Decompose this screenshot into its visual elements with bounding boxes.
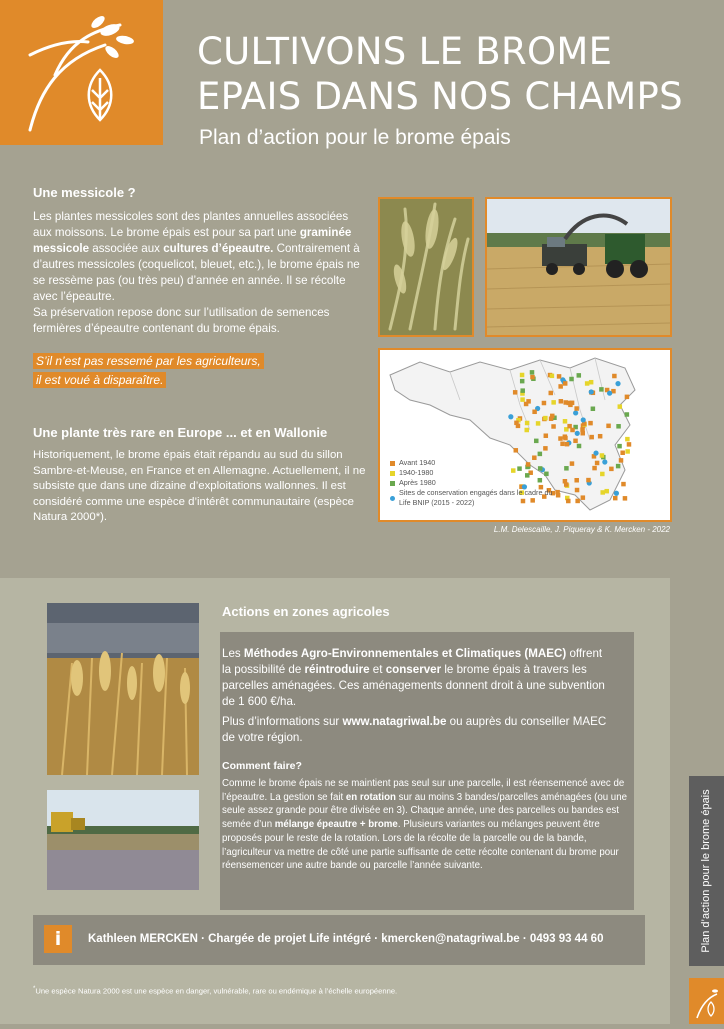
map-marker <box>609 467 614 472</box>
map-marker <box>532 410 537 415</box>
map-marker <box>589 389 594 394</box>
actions-text-bold: réintroduire <box>304 663 370 676</box>
legend-swatch <box>390 461 395 466</box>
how-text-bold: en rotation <box>345 791 396 803</box>
map-marker <box>575 488 580 493</box>
natagriwal-link[interactable]: www.natagriwal.be <box>342 715 447 728</box>
side-logo <box>689 978 724 1024</box>
legend-swatch <box>390 496 395 501</box>
map-marker <box>520 373 525 378</box>
map-marker <box>558 384 563 389</box>
actions-text-bold: conserver <box>385 663 442 676</box>
map-marker <box>616 464 621 469</box>
logo <box>0 0 163 145</box>
more-info-text <box>222 714 612 746</box>
map-marker <box>573 410 578 415</box>
map-marker <box>604 489 609 494</box>
map-marker <box>566 499 571 504</box>
map-marker <box>612 374 617 379</box>
map-marker <box>615 381 620 386</box>
map-marker <box>614 491 619 496</box>
actions-text-part: offrent la possibilité de <box>222 647 603 676</box>
map-marker <box>598 434 603 439</box>
map-marker <box>592 466 597 471</box>
map-marker <box>550 374 555 379</box>
map-marker <box>564 482 569 487</box>
footnote-mark: * <box>33 986 36 992</box>
map-marker <box>613 496 618 501</box>
map-marker <box>565 442 570 447</box>
wheat-ear-icon <box>689 978 724 1024</box>
map-marker <box>543 416 548 421</box>
map-marker <box>557 374 562 379</box>
map-marker <box>551 400 556 405</box>
map-marker <box>595 461 600 466</box>
brome-closeup-photo <box>378 197 474 337</box>
map-marker <box>542 401 547 406</box>
actions-text <box>222 646 612 710</box>
footnote <box>33 986 397 996</box>
highlight-line-1: S’il n’est pas ressemé par les agriculteurs, <box>33 353 264 369</box>
wheat-ear-icon <box>0 0 163 145</box>
map-legend <box>390 458 560 508</box>
harvest-image <box>487 199 670 335</box>
map-marker <box>623 496 628 501</box>
how-text-part: . Plusieurs variantes ou mélanges peuvent être proposés pour le reste de la rotation. Lors de la récolte de la parcelle ou de la bande, l’agriculteur va mettre de côté une partie suffisante de cette récolte contenant du brome pour réensemencer une autre bande ou parcelle l’année suivante. <box>222 819 619 872</box>
map-marker <box>563 419 568 424</box>
map-marker <box>520 379 525 384</box>
map-marker <box>543 446 548 451</box>
map-marker <box>551 424 556 429</box>
rare-heading: Une plante très rare en Europe ... et en Wallonie <box>33 425 328 440</box>
map-marker <box>573 439 578 444</box>
map-marker <box>560 442 565 447</box>
map-marker <box>599 387 604 392</box>
messicole-heading: Une messicole ? <box>33 185 136 200</box>
map-marker <box>544 433 549 438</box>
map-marker <box>550 414 555 419</box>
map-marker <box>525 421 530 426</box>
messicole-text-part: associée aux <box>89 242 164 255</box>
rare-text: Historiquement, le brome épais était répandu au sud du sillon Sambre-et-Meuse, en France et en Allemagne. Actuellement, il ne subsiste que dans une dizaine d’exploitations wallonnes. Il est considéré comme une espèce d’intérêt communautaire (espèce Natura 2000*). <box>33 449 366 523</box>
map-marker <box>581 417 586 422</box>
map-marker <box>625 449 630 454</box>
map-credit: L.M. Delescaille, J. Piqueray & K. Mercken - 2022 <box>493 525 670 534</box>
flower-strip-image <box>47 790 199 890</box>
map-marker <box>534 439 539 444</box>
map-marker <box>549 391 554 396</box>
legend-label: Sites de conservation engagés dans le cadre du Life BNIP (2015 - 2022) <box>399 488 553 507</box>
map-marker <box>589 435 594 440</box>
map-marker <box>520 397 525 402</box>
field-image <box>47 603 199 775</box>
messicole-text-bold: cultures d’épeautre. <box>163 242 274 255</box>
messicole-text <box>33 209 368 337</box>
messicole-text-part: Les plantes messicoles sont des plantes annuelles associées aux moissons. Le brome épais est pour sa part une <box>33 210 349 239</box>
map-marker <box>593 450 598 455</box>
map-marker <box>574 478 579 483</box>
messicole-text-part: Sa préservation repose donc sur l’utilisation de semences fermières d’épeautre contenant du brome épais. <box>33 306 330 335</box>
map-legend-item <box>390 458 560 468</box>
map-marker <box>530 370 535 375</box>
map-marker <box>520 388 525 393</box>
legend-label: Avant 1940 <box>399 458 436 467</box>
actions-text-part: et <box>369 663 386 676</box>
map-marker <box>577 444 582 449</box>
legend-swatch <box>390 471 395 476</box>
map-marker <box>559 399 564 404</box>
map-marker <box>538 452 543 457</box>
field-photo <box>47 603 199 775</box>
map-marker <box>526 399 531 404</box>
map-marker <box>621 482 626 487</box>
map-marker <box>616 424 621 429</box>
actions-text-bold: Méthodes Agro-Environnementales et Climatiques (MAEC) <box>243 647 567 660</box>
map-marker <box>581 495 586 500</box>
map-marker <box>513 390 518 395</box>
map-marker <box>617 444 622 449</box>
legend-swatch <box>390 481 395 486</box>
map-marker <box>574 406 579 411</box>
map-marker <box>627 442 632 447</box>
map-marker <box>589 380 594 385</box>
map-marker <box>563 381 568 386</box>
footnote-text: Une espèce Natura 2000 est une espèce en danger, vulnérable, rare ou endémique à l’échelle européenne. <box>35 986 398 996</box>
highlight-line-2: il est voué à disparaître. <box>33 372 166 388</box>
map-marker <box>591 407 596 412</box>
legend-label: Après 1980 <box>399 478 436 487</box>
harvest-photo <box>485 197 672 337</box>
map-marker <box>570 461 575 466</box>
map-marker <box>585 381 590 386</box>
page-subtitle: Plan d’action pour le brome épais <box>199 126 511 149</box>
map-marker <box>600 453 605 458</box>
map-marker <box>602 459 607 464</box>
how-text-part: Comme le brome épais ne se maintient pas seul sur une parcelle, il est réensemencé avec de l’épeautre. La gestion se fait <box>222 778 625 803</box>
map-legend-item <box>390 468 560 478</box>
info-icon: i <box>44 925 72 953</box>
map-marker <box>618 404 623 409</box>
map-marker <box>586 478 591 483</box>
how-heading: Comment faire? <box>222 760 302 772</box>
map-marker <box>607 391 612 396</box>
map-marker <box>625 412 630 417</box>
map-marker <box>558 436 563 441</box>
map-marker <box>575 499 580 504</box>
page-title-line-1: CULTIVONS LE BROME <box>197 30 613 73</box>
map-marker <box>508 414 513 419</box>
how-text-bold: mélange épeautre + brome <box>274 819 398 831</box>
side-tab <box>689 776 724 966</box>
side-tab-label: Plan d’action pour le brome épais <box>700 789 712 953</box>
map-marker <box>563 434 568 439</box>
messicole-text-bold: graminée messicole <box>33 226 352 255</box>
map-marker <box>580 431 585 436</box>
map-marker <box>625 437 630 442</box>
map-marker <box>514 421 519 426</box>
map-marker <box>575 431 580 436</box>
map-marker <box>625 395 630 400</box>
contact-text[interactable]: Kathleen MERCKEN · Chargée de projet Life intégré · kmercken@natagriwal.be · 0493 93 44 60 <box>88 933 604 945</box>
map-marker <box>530 375 535 380</box>
map-marker <box>606 424 611 429</box>
map-marker <box>568 403 573 408</box>
page-title-line-2: EPAIS DANS NOS CHAMPS <box>197 75 683 118</box>
brome-closeup-image <box>380 199 472 335</box>
messicole-text-part: Contrairement à d’autres messicoles (coquelicot, bleuet, etc.), le brome épais ne se ressème pas (ou très peu) d’année en année. Il se récolte avec l’épeautre. <box>33 242 360 303</box>
map-legend-item <box>390 478 560 488</box>
map-marker <box>514 448 519 453</box>
actions-text-part: le brome épais à travers les parcelles aménagées. Ces aménagements donnent droit à une subvention de 1 600 €/ha. <box>222 663 605 708</box>
map-marker <box>536 421 541 426</box>
how-text <box>222 777 627 873</box>
map-marker <box>577 373 582 378</box>
highlight-callout <box>33 352 283 390</box>
how-text-part: sur au moins 3 bandes/parcelles aménagées (ou une seule assez grande pour être divisée en 3). Chaque année, une des parcelles ou bandes est semée d’un <box>222 791 627 831</box>
map-marker <box>569 377 574 382</box>
more-info-part: Plus d’informations sur <box>222 715 343 728</box>
map-legend-item <box>390 488 560 508</box>
distribution-map <box>378 348 672 522</box>
actions-text-part: Les <box>222 647 244 660</box>
map-marker <box>620 451 625 456</box>
map-marker <box>600 490 605 495</box>
map-marker <box>619 458 624 463</box>
map-marker <box>570 428 575 433</box>
map-marker <box>524 428 529 433</box>
flower-strip-photo <box>47 790 199 890</box>
map-marker <box>600 472 605 477</box>
legend-label: 1940-1980 <box>399 468 434 477</box>
actions-heading: Actions en zones agricoles <box>222 604 390 619</box>
map-marker <box>588 421 593 426</box>
map-marker <box>564 466 569 471</box>
more-info-part: ou auprès du conseiller MAEC de votre région. <box>222 715 607 744</box>
